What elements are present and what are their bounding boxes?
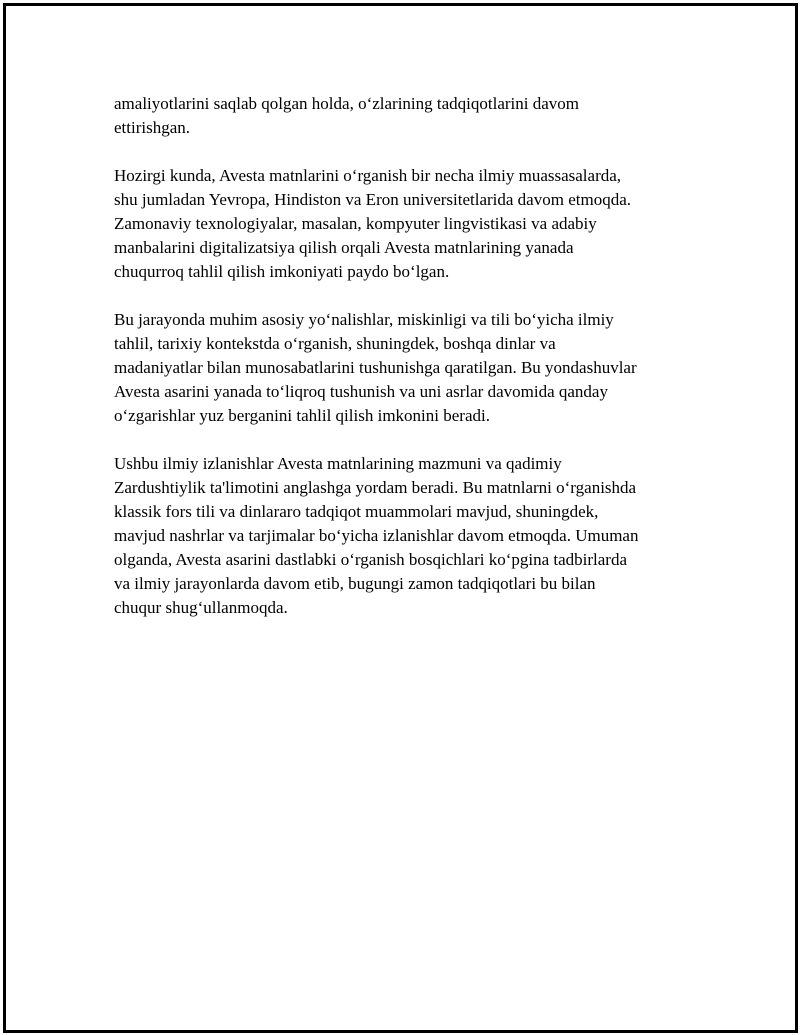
- document-body: [114, 92, 704, 620]
- paragraph-research-directions: Bu jarayonda muhim asosiy yo‘nalishlar, miskinligi va tili bo‘yicha ilmiy tahlil, tarixiy kontekstda o‘rganish, shuningdek, boshqa dinlar va madaniyatlar bilan munosabatlarini tushunishga qaratilgan. Bu yondashuvlar Avesta asarini yanada to‘liqroq tushunish va uni asrlar davomida qanday o‘zgarishlar yuz berganini tahlil qilish imkonini beradi.: [114, 310, 637, 425]
- paragraph-current-research: Hozirgi kunda, Avesta matnlarini o‘rganish bir necha ilmiy muassasalarda, shu jumladan Yevropa, Hindiston va Eron universitetlarida davom etmoqda. Zamonaviy texnologiyalar, masalan, kompyuter lingvistikasi va adabiy manbalarini digitalizatsiya qilish orqali Avesta matnlarining yanada chuqurroq tahlil qilish imkoniyati paydo bo‘lgan.: [114, 166, 631, 281]
- paragraph-conclusion: Ushbu ilmiy izlanishlar Avesta matnlarining mazmuni va qadimiy Zardushtiylik ta'limotini anglashga yordam beradi. Bu matnlarni o‘rganishda klassik fors tili va dinlararo tadqiqot muammolari mavjud, shuningdek, mavjud nashrlar va tarjimalar bo‘yicha izlanishlar davom etmoqda. Umuman olganda, Avesta asarini dastlabki o‘rganish bosqichlari ko‘pgina tadbirlarda va ilmiy jarayonlarda davom etib, bugungi zamon tadqiqotlari bu bilan chuqur shug‘ullanmoqda.: [114, 454, 639, 617]
- paragraph-continuation: amaliyotlarini saqlab qolgan holda, o‘zlarining tadqiqotlarini davom ettirishgan.: [114, 94, 580, 137]
